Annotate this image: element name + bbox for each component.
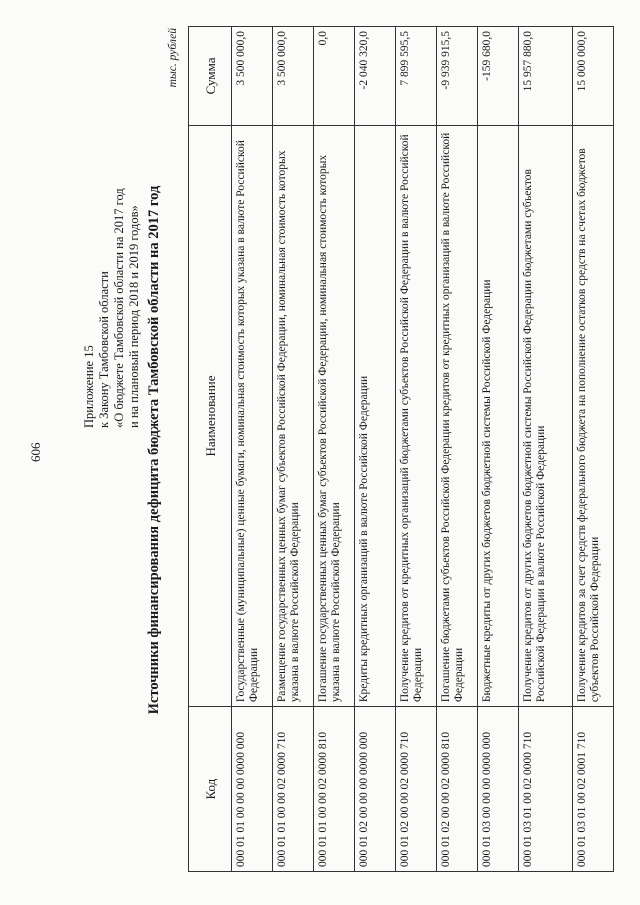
financing-table — [188, 26, 614, 872]
header-code: Код — [189, 707, 232, 872]
row-code: 000 01 02 00 00 00 0000 000 — [355, 707, 396, 872]
appendix-line: «О бюджете Тамбовской области на 2017 год — [112, 188, 126, 428]
row-name: Погашение бюджетами субъектов Российской Федерации кредитов от кредитных организаций в валюте Российской Федерации — [437, 125, 478, 706]
table-row — [437, 27, 478, 872]
row-name: Бюджетные кредиты от других бюджетов бюджетной системы Российской Федерации — [478, 125, 519, 706]
row-sum: 3 500 000,0 — [273, 27, 314, 126]
row-name: Получение кредитов от других бюджетов бюджетной системы Российской Федерации бюджетами субъектов Российской Федерации в валюте Российской Федерации — [519, 125, 573, 706]
row-name: Погашение государственных ценных бумаг субъектов Российской Федерации, номинальная стоимость которых указана в валюте Российской Федерации — [314, 125, 355, 706]
row-code: 000 01 03 00 00 00 0000 000 — [478, 707, 519, 872]
row-name: Получение кредитов от кредитных организаций бюджетами субъектов Российской Федерации в валюте Российской Федерации — [396, 125, 437, 706]
row-name: Размещение государственных ценных бумаг субъектов Российской Федерации, номинальная стоимость которых указана в валюте Российской Федерации — [273, 125, 314, 706]
row-code: 000 01 01 00 00 02 0000 710 — [273, 707, 314, 872]
document-page — [20, 20, 620, 880]
row-sum: -159 680,0 — [478, 27, 519, 126]
table-row — [573, 27, 614, 872]
row-code: 000 01 01 00 00 02 0000 810 — [314, 707, 355, 872]
table-row — [519, 27, 573, 872]
document-title: Источники финансирования дефицита бюджета Тамбовской области на 2017 год — [146, 185, 162, 715]
appendix-block — [82, 188, 142, 428]
row-sum: 15 957 880,0 — [519, 27, 573, 126]
row-code: 000 01 01 00 00 00 0000 000 — [232, 707, 273, 872]
row-code: 000 01 03 01 00 02 0000 710 — [519, 707, 573, 872]
header-name: Наименование — [189, 125, 232, 706]
table-row — [355, 27, 396, 872]
appendix-line: и на плановый период 2018 и 2019 годов» — [127, 205, 141, 428]
row-sum: 3 500 000,0 — [232, 27, 273, 126]
appendix-line: к Закону Тамбовской области — [97, 271, 111, 428]
table-row — [478, 27, 519, 872]
row-code: 000 01 02 00 00 02 0000 710 — [396, 707, 437, 872]
row-name: Получение кредитов за счет средств федерального бюджета на пополнение остатков средств на счетах бюджетов субъектов Российской Федерации — [573, 125, 614, 706]
row-code: 000 01 02 00 00 02 0000 810 — [437, 707, 478, 872]
table-row — [396, 27, 437, 872]
row-name: Государственные (муниципальные) ценные бумаги, номинальная стоимость которых указана в валюте Российской Федерации — [232, 125, 273, 706]
page-number: 606 — [28, 442, 43, 462]
row-sum: -2 040 320,0 — [355, 27, 396, 126]
row-sum: 7 899 595,5 — [396, 27, 437, 126]
appendix-line: Приложение 15 — [82, 345, 96, 428]
table-header-row — [189, 27, 232, 872]
row-name: Кредиты кредитных организаций в валюте Российской Федерации — [355, 125, 396, 706]
header-sum: Сумма — [189, 27, 232, 126]
row-sum: 0,0 — [314, 27, 355, 126]
row-sum: 15 000 000,0 — [573, 27, 614, 126]
table-row — [232, 27, 273, 872]
row-sum: -9 939 915,5 — [437, 27, 478, 126]
table-row — [273, 27, 314, 872]
row-code: 000 01 03 01 00 02 0001 710 — [573, 707, 614, 872]
unit-label: тыс. рублей — [167, 28, 179, 88]
table-row — [314, 27, 355, 872]
